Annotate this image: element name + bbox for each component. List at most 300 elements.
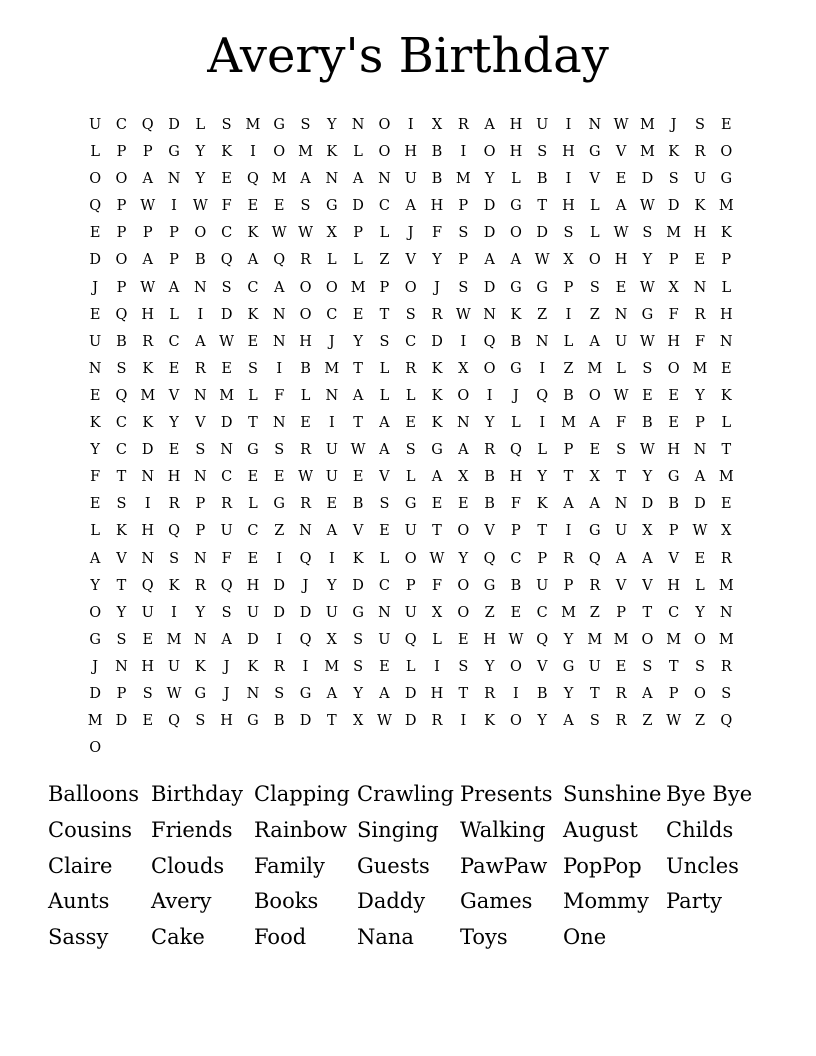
grid-letter[interactable]: R (273, 658, 285, 675)
grid-letter[interactable]: B (510, 577, 522, 594)
grid-letter[interactable]: R (457, 117, 469, 133)
grid-letter[interactable]: V (589, 171, 601, 188)
grid-letter[interactable]: U (89, 117, 102, 133)
grid-letter[interactable]: N (614, 496, 628, 513)
grid-letter[interactable]: L (248, 496, 258, 513)
grid-letter[interactable]: A (484, 252, 495, 269)
grid-letter[interactable]: Q (220, 252, 233, 269)
grid-letter[interactable]: W (429, 550, 445, 567)
grid-letter[interactable]: F (616, 415, 627, 432)
grid-letter[interactable]: K (142, 415, 154, 432)
grid-letter[interactable]: H (614, 252, 628, 269)
grid-letter[interactable]: Z (589, 604, 600, 621)
grid-letter[interactable]: D (273, 604, 286, 621)
grid-letter[interactable]: B (431, 144, 443, 161)
grid-letter[interactable]: X (721, 523, 732, 540)
grid-letter[interactable]: G (247, 442, 259, 459)
grid-letter[interactable]: W (639, 333, 655, 350)
grid-letter[interactable]: K (431, 415, 443, 432)
grid-letter[interactable]: E (379, 658, 390, 675)
grid-letter[interactable]: H (299, 333, 312, 350)
grid-letter[interactable]: X (352, 713, 364, 730)
grid-letter[interactable]: Z (694, 713, 706, 730)
grid-letter[interactable]: P (668, 685, 679, 702)
grid-letter[interactable]: V (615, 144, 627, 161)
grid-letter[interactable]: A (510, 252, 522, 269)
grid-letter[interactable]: D (89, 252, 101, 269)
grid-letter[interactable]: K (720, 387, 732, 404)
grid-letter[interactable]: E (720, 117, 732, 133)
grid-letter[interactable]: P (563, 577, 574, 594)
grid-letter[interactable]: E (273, 469, 285, 486)
grid-letter[interactable]: M (298, 144, 313, 161)
grid-letter[interactable]: S (221, 604, 232, 621)
grid-letter[interactable]: G (588, 144, 601, 161)
grid-letter[interactable]: S (142, 685, 153, 702)
grid-letter[interactable]: Y (353, 333, 363, 350)
grid-letter[interactable]: H (430, 685, 444, 702)
grid-letter[interactable]: W (376, 713, 392, 730)
grid-letter[interactable]: N (483, 306, 496, 323)
grid-letter[interactable]: M (324, 658, 340, 675)
grid-letter[interactable]: P (116, 685, 127, 702)
grid-letter[interactable]: K (142, 360, 154, 377)
grid-letter[interactable]: Y (537, 469, 547, 486)
grid-letter[interactable]: V (352, 523, 364, 540)
grid-letter[interactable]: W (534, 252, 550, 269)
grid-letter[interactable]: Z (274, 523, 285, 540)
grid-letter[interactable]: L (379, 360, 390, 377)
grid-letter[interactable]: M (87, 713, 103, 730)
grid-letter[interactable]: I (486, 387, 493, 404)
grid-letter[interactable]: Q (246, 171, 259, 188)
grid-letter[interactable]: C (247, 523, 259, 540)
grid-letter[interactable]: Y (563, 631, 574, 648)
grid-letter[interactable]: I (171, 604, 177, 621)
grid-letter[interactable]: O (509, 225, 522, 242)
grid-letter[interactable]: R (720, 550, 732, 567)
grid-letter[interactable]: P (405, 577, 416, 594)
grid-letter[interactable]: E (247, 198, 259, 215)
grid-letter[interactable]: L (169, 306, 179, 323)
grid-letter[interactable]: M (613, 631, 629, 648)
grid-letter[interactable]: E (615, 171, 627, 188)
grid-letter[interactable]: U (89, 333, 102, 350)
grid-letter[interactable]: W (692, 523, 708, 540)
grid-letter[interactable]: I (328, 550, 335, 567)
grid-letter[interactable]: M (666, 225, 682, 242)
grid-letter[interactable]: P (195, 523, 206, 540)
grid-letter[interactable]: R (589, 577, 601, 594)
grid-letter[interactable]: N (88, 360, 102, 377)
grid-letter[interactable]: C (115, 415, 127, 432)
grid-letter[interactable]: W (508, 631, 524, 648)
grid-letter[interactable]: L (379, 387, 390, 404)
grid-letter[interactable]: R (300, 496, 311, 513)
grid-letter[interactable]: I (565, 171, 572, 188)
grid-letter[interactable]: L (379, 225, 390, 242)
grid-letter[interactable]: A (642, 550, 653, 567)
grid-letter[interactable]: L (511, 415, 521, 432)
grid-letter[interactable]: P (563, 442, 574, 459)
grid-letter[interactable]: K (194, 658, 206, 675)
grid-letter[interactable]: L (300, 387, 311, 404)
grid-letter[interactable]: Y (116, 604, 127, 621)
grid-letter[interactable]: C (168, 333, 180, 350)
grid-letter[interactable]: O (641, 631, 654, 648)
grid-letter[interactable]: G (510, 198, 522, 215)
grid-letter[interactable]: L (90, 523, 100, 540)
grid-letter[interactable]: O (378, 144, 391, 161)
grid-letter[interactable]: F (431, 225, 443, 242)
grid-letter[interactable]: X (431, 604, 443, 621)
grid-letter[interactable]: T (116, 469, 127, 486)
grid-letter[interactable]: R (484, 442, 496, 459)
grid-letter[interactable]: W (298, 225, 313, 242)
grid-letter[interactable]: S (195, 442, 206, 459)
grid-letter[interactable]: C (378, 577, 390, 594)
grid-letter[interactable]: P (116, 225, 127, 242)
grid-letter[interactable]: B (300, 360, 311, 377)
grid-letter[interactable]: J (670, 117, 677, 133)
grid-letter[interactable]: Y (195, 604, 206, 621)
grid-letter[interactable]: V (168, 387, 180, 404)
grid-letter[interactable]: A (563, 496, 574, 513)
grid-letter[interactable]: D (273, 577, 286, 594)
grid-letter[interactable]: O (457, 387, 470, 404)
grid-letter[interactable]: V (615, 577, 627, 594)
grid-letter[interactable]: A (89, 550, 101, 567)
grid-letter[interactable]: U (588, 658, 601, 675)
grid-letter[interactable]: O (483, 144, 496, 161)
grid-letter[interactable]: S (353, 631, 364, 648)
grid-letter[interactable]: K (247, 658, 259, 675)
grid-letter[interactable]: Q (404, 631, 417, 648)
grid-letter[interactable]: U (325, 442, 338, 459)
grid-letter[interactable]: H (667, 333, 680, 350)
grid-letter[interactable]: E (352, 306, 364, 323)
grid-letter[interactable]: N (535, 333, 549, 350)
grid-letter[interactable]: J (328, 333, 335, 350)
grid-letter[interactable]: A (142, 252, 153, 269)
grid-letter[interactable]: H (509, 117, 523, 133)
grid-letter[interactable]: D (89, 685, 101, 702)
grid-letter[interactable]: I (407, 117, 414, 133)
grid-letter[interactable]: L (353, 144, 363, 161)
grid-letter[interactable]: S (589, 279, 600, 296)
grid-letter[interactable]: G (562, 658, 575, 675)
grid-letter[interactable]: D (247, 631, 259, 648)
grid-letter[interactable]: K (720, 225, 732, 242)
grid-letter[interactable]: P (116, 144, 127, 161)
grid-letter[interactable]: G (326, 198, 338, 215)
grid-letter[interactable]: A (431, 469, 443, 486)
grid-letter[interactable]: D (220, 415, 233, 432)
grid-letter[interactable]: I (460, 144, 467, 161)
grid-letter[interactable]: B (116, 333, 127, 350)
grid-letter[interactable]: N (719, 333, 733, 350)
grid-letter[interactable]: J (92, 279, 99, 296)
grid-letter[interactable]: I (276, 360, 283, 377)
grid-letter[interactable]: Y (484, 171, 495, 188)
grid-letter[interactable]: T (458, 685, 469, 702)
grid-letter[interactable]: Y (432, 252, 442, 269)
grid-letter[interactable]: Q (115, 306, 128, 323)
grid-letter[interactable]: R (194, 577, 206, 594)
grid-letter[interactable]: S (274, 685, 285, 702)
grid-letter[interactable]: C (405, 333, 417, 350)
grid-letter[interactable]: G (273, 117, 286, 133)
grid-letter[interactable]: P (458, 198, 469, 215)
grid-letter[interactable]: A (379, 442, 390, 459)
grid-letter[interactable]: Q (509, 442, 522, 459)
grid-letter[interactable]: C (510, 550, 522, 567)
grid-letter[interactable]: M (271, 171, 287, 188)
grid-letter[interactable]: T (353, 360, 363, 377)
grid-letter[interactable]: P (353, 225, 363, 242)
grid-letter[interactable]: R (720, 658, 732, 675)
grid-letter[interactable]: X (431, 117, 443, 133)
grid-letter[interactable]: M (718, 469, 734, 486)
grid-letter[interactable]: T (326, 713, 337, 730)
grid-letter[interactable]: F (221, 198, 232, 215)
grid-letter[interactable]: N (246, 685, 260, 702)
grid-letter[interactable]: B (352, 496, 364, 513)
grid-letter[interactable]: W (350, 442, 366, 459)
grid-letter[interactable]: A (458, 442, 469, 459)
grid-letter[interactable]: C (668, 604, 680, 621)
grid-letter[interactable]: F (668, 306, 679, 323)
grid-letter[interactable]: E (615, 279, 627, 296)
grid-letter[interactable]: K (352, 550, 364, 567)
grid-letter[interactable]: G (483, 577, 496, 594)
grid-letter[interactable]: W (219, 333, 235, 350)
grid-letter[interactable]: L (721, 415, 732, 432)
grid-letter[interactable]: S (221, 117, 232, 133)
grid-letter[interactable]: M (561, 604, 576, 621)
grid-letter[interactable]: A (195, 333, 206, 350)
grid-letter[interactable]: I (250, 144, 256, 161)
grid-letter[interactable]: E (273, 198, 285, 215)
grid-letter[interactable]: K (668, 144, 680, 161)
grid-letter[interactable]: D (483, 279, 496, 296)
grid-letter[interactable]: O (89, 740, 102, 757)
grid-letter[interactable]: E (221, 360, 232, 377)
grid-letter[interactable]: E (326, 496, 338, 513)
grid-letter[interactable]: B (536, 171, 548, 188)
grid-letter[interactable]: S (458, 279, 469, 296)
grid-letter[interactable]: K (168, 577, 180, 594)
grid-letter[interactable]: N (220, 442, 233, 459)
grid-letter[interactable]: C (536, 604, 548, 621)
grid-letter[interactable]: A (379, 685, 390, 702)
grid-letter[interactable]: Q (141, 117, 154, 133)
grid-letter[interactable]: S (353, 658, 364, 675)
grid-letter[interactable]: P (195, 496, 206, 513)
grid-letter[interactable]: Y (563, 685, 574, 702)
grid-letter[interactable]: E (720, 360, 732, 377)
grid-letter[interactable]: V (668, 550, 679, 567)
grid-letter[interactable]: E (642, 387, 653, 404)
grid-letter[interactable]: M (718, 631, 734, 648)
grid-letter[interactable]: K (326, 144, 338, 161)
grid-letter[interactable]: J (223, 685, 230, 702)
grid-letter[interactable]: Q (588, 550, 601, 567)
grid-letter[interactable]: R (431, 713, 443, 730)
grid-letter[interactable]: D (404, 713, 417, 730)
grid-letter[interactable]: I (565, 117, 572, 133)
grid-letter[interactable]: P (616, 604, 626, 621)
grid-letter[interactable]: H (220, 713, 233, 730)
grid-letter[interactable]: Q (141, 577, 154, 594)
grid-letter[interactable]: P (458, 252, 469, 269)
grid-letter[interactable]: U (167, 658, 181, 675)
grid-letter[interactable]: N (272, 333, 286, 350)
grid-letter[interactable]: P (563, 279, 574, 296)
grid-letter[interactable]: S (405, 442, 416, 459)
grid-letter[interactable]: S (695, 658, 705, 675)
grid-letter[interactable]: U (378, 631, 391, 648)
grid-letter[interactable]: O (457, 577, 470, 594)
grid-letter[interactable]: S (247, 360, 258, 377)
grid-letter[interactable]: S (695, 117, 705, 133)
grid-letter[interactable]: S (668, 171, 679, 188)
grid-letter[interactable]: K (431, 360, 443, 377)
grid-letter[interactable]: R (563, 550, 574, 567)
grid-letter[interactable]: M (587, 360, 603, 377)
grid-letter[interactable]: D (168, 117, 180, 133)
grid-letter[interactable]: J (434, 279, 440, 296)
grid-letter[interactable]: P (511, 523, 521, 540)
grid-letter[interactable]: A (221, 631, 232, 648)
grid-letter[interactable]: A (352, 171, 364, 188)
grid-letter[interactable]: Q (168, 523, 180, 540)
grid-letter[interactable]: Q (299, 631, 312, 648)
grid-letter[interactable]: V (405, 252, 416, 269)
grid-letter[interactable]: O (694, 631, 706, 648)
grid-letter[interactable]: E (458, 631, 469, 648)
grid-letter[interactable]: M (140, 387, 156, 404)
grid-letter[interactable]: P (116, 198, 127, 215)
grid-letter[interactable]: C (378, 198, 390, 215)
grid-letter[interactable]: Q (89, 198, 102, 215)
grid-letter[interactable]: W (666, 713, 682, 730)
grid-letter[interactable]: D (483, 198, 496, 215)
grid-letter[interactable]: R (142, 333, 154, 350)
grid-letter[interactable]: R (221, 496, 233, 513)
grid-letter[interactable]: T (537, 198, 548, 215)
grid-letter[interactable]: O (404, 550, 417, 567)
grid-letter[interactable]: B (484, 469, 495, 486)
grid-letter[interactable]: N (325, 171, 339, 188)
grid-letter[interactable]: N (193, 279, 207, 296)
grid-letter[interactable]: M (718, 577, 734, 594)
grid-letter[interactable]: Z (379, 252, 390, 269)
grid-letter[interactable]: W (455, 306, 471, 323)
grid-letter[interactable]: W (298, 469, 313, 486)
grid-letter[interactable]: D (299, 713, 312, 730)
grid-letter[interactable]: Z (537, 306, 548, 323)
grid-letter[interactable]: M (718, 198, 734, 215)
grid-letter[interactable]: P (379, 279, 390, 296)
grid-letter[interactable]: H (141, 306, 155, 323)
grid-letter[interactable]: E (510, 604, 522, 621)
grid-letter[interactable]: I (565, 523, 572, 540)
grid-letter[interactable]: D (641, 171, 654, 188)
grid-letter[interactable]: K (510, 306, 522, 323)
grid-letter[interactable]: A (589, 415, 601, 432)
grid-letter[interactable]: W (140, 279, 156, 296)
grid-letter[interactable]: O (457, 523, 470, 540)
grid-letter[interactable]: O (89, 604, 102, 621)
grid-letter[interactable]: D (220, 306, 233, 323)
grid-letter[interactable]: L (405, 387, 416, 404)
grid-letter[interactable]: A (247, 252, 259, 269)
grid-letter[interactable]: N (299, 523, 312, 540)
grid-letter[interactable]: D (431, 333, 443, 350)
grid-letter[interactable]: O (194, 225, 207, 242)
grid-letter[interactable]: E (247, 550, 259, 567)
grid-letter[interactable]: E (142, 631, 154, 648)
grid-letter[interactable]: L (616, 360, 626, 377)
grid-letter[interactable]: Q (273, 252, 286, 269)
grid-letter[interactable]: J (302, 577, 309, 594)
grid-letter[interactable]: E (168, 360, 180, 377)
grid-letter[interactable]: B (510, 333, 522, 350)
grid-letter[interactable]: S (300, 198, 311, 215)
grid-letter[interactable]: E (458, 496, 469, 513)
grid-letter[interactable]: S (589, 713, 600, 730)
grid-letter[interactable]: K (89, 415, 101, 432)
grid-letter[interactable]: Y (353, 685, 363, 702)
grid-letter[interactable]: I (513, 685, 519, 702)
grid-letter[interactable]: T (116, 577, 127, 594)
grid-letter[interactable]: W (271, 225, 287, 242)
grid-letter[interactable]: F (274, 387, 285, 404)
grid-letter[interactable]: E (668, 415, 679, 432)
grid-letter[interactable]: I (302, 658, 309, 675)
grid-letter[interactable]: U (536, 577, 549, 594)
grid-letter[interactable]: D (536, 225, 549, 242)
grid-letter[interactable]: A (615, 198, 627, 215)
grid-letter[interactable]: U (536, 117, 549, 133)
grid-letter[interactable]: E (589, 442, 601, 459)
grid-letter[interactable]: O (667, 360, 680, 377)
grid-letter[interactable]: P (668, 252, 679, 269)
grid-letter[interactable]: S (274, 442, 285, 459)
grid-letter[interactable]: J (223, 658, 230, 675)
grid-letter[interactable]: O (588, 387, 601, 404)
grid-letter[interactable]: L (537, 442, 548, 459)
grid-letter[interactable]: V (116, 550, 127, 567)
grid-letter[interactable]: T (563, 469, 574, 486)
grid-letter[interactable]: H (167, 469, 181, 486)
grid-letter[interactable]: N (351, 117, 365, 133)
grid-letter[interactable]: C (221, 469, 233, 486)
grid-letter[interactable]: L (511, 171, 521, 188)
grid-letter[interactable]: S (563, 225, 574, 242)
grid-letter[interactable]: R (300, 252, 311, 269)
grid-letter[interactable]: T (537, 523, 548, 540)
grid-letter[interactable]: D (352, 198, 364, 215)
grid-letter[interactable]: O (404, 279, 417, 296)
grid-letter[interactable]: T (379, 306, 390, 323)
grid-letter[interactable]: Z (563, 360, 574, 377)
grid-letter[interactable]: Y (327, 577, 337, 594)
grid-letter[interactable]: L (695, 577, 705, 594)
grid-letter[interactable]: S (116, 360, 127, 377)
grid-letter[interactable]: H (693, 225, 707, 242)
